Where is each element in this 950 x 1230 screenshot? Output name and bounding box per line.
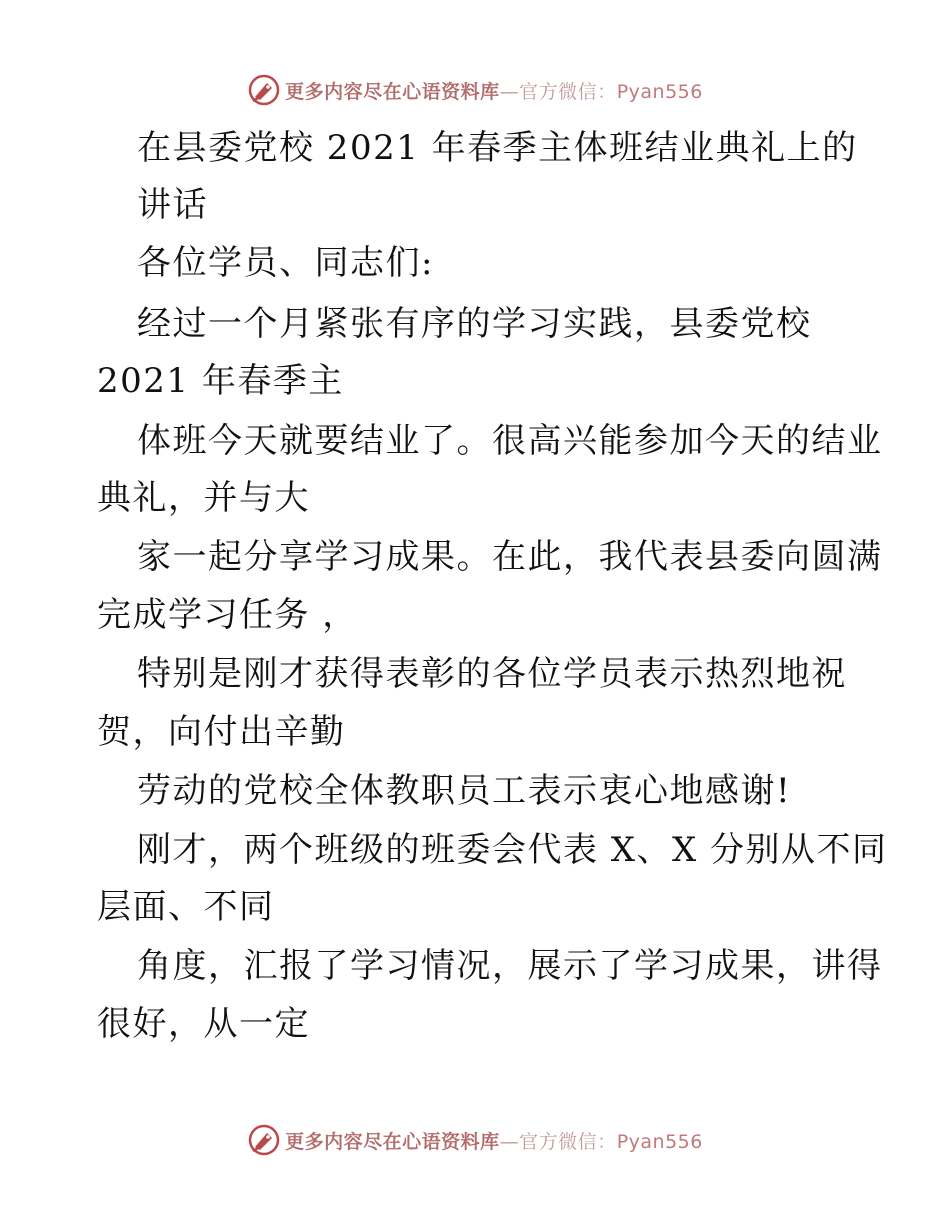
paragraph-line: 角度，汇报了学习情况，展示了学习成果，讲得 [137, 946, 883, 986]
paragraph-line: 2021 年春季主 [97, 361, 344, 401]
paragraph-line: 家一起分享学习成果。在此，我代表县委向圆满 [137, 537, 883, 577]
paragraph-line: 贺，向付出辛勤 [97, 712, 346, 752]
paragraph-line: 刚才，两个班级的班委会代表 X、X 分别从不同 [137, 830, 888, 870]
document-title-line-1: 在县委党校 2021 年春季主体班结业典礼上的 [137, 128, 858, 168]
header-banner-sub: 官方微信： [519, 80, 617, 103]
document-title-line-2: 讲话 [137, 185, 208, 225]
footer-banner-sub: 官方微信： [519, 1130, 617, 1153]
header-banner-dash: — [499, 80, 520, 103]
footer-banner-text [285, 1127, 703, 1154]
paragraph-line: 特别是刚才获得表彰的各位学员表示热烈地祝 [137, 654, 847, 694]
footer-banner-dash: — [499, 1130, 520, 1153]
document-salutation: 各位学员、同志们: [137, 243, 434, 283]
header-banner-id: Pyan556 [616, 80, 703, 103]
pen-nib-logo-icon [247, 1123, 281, 1157]
footer-banner-id: Pyan556 [616, 1130, 703, 1153]
paragraph-line: 层面、不同 [97, 887, 275, 927]
paragraph-line: 劳动的党校全体教职员工表示衷心地感谢! [137, 771, 792, 811]
paragraph-line: 经过一个月紧张有序的学习实践，县委党校 [137, 304, 812, 344]
paragraph-line: 很好，从一定 [97, 1004, 310, 1044]
footer-banner-main: 更多内容尽在心语资料库 [285, 1130, 500, 1153]
paragraph-line: 体班今天就要结业了。很高兴能参加今天的结业 [137, 421, 883, 461]
paragraph-line: 完成学习任务 ， [97, 595, 358, 635]
paragraph-line: 典礼，并与大 [97, 478, 310, 518]
footer-watermark-banner [0, 1120, 950, 1160]
header-banner-main: 更多内容尽在心语资料库 [285, 80, 500, 103]
